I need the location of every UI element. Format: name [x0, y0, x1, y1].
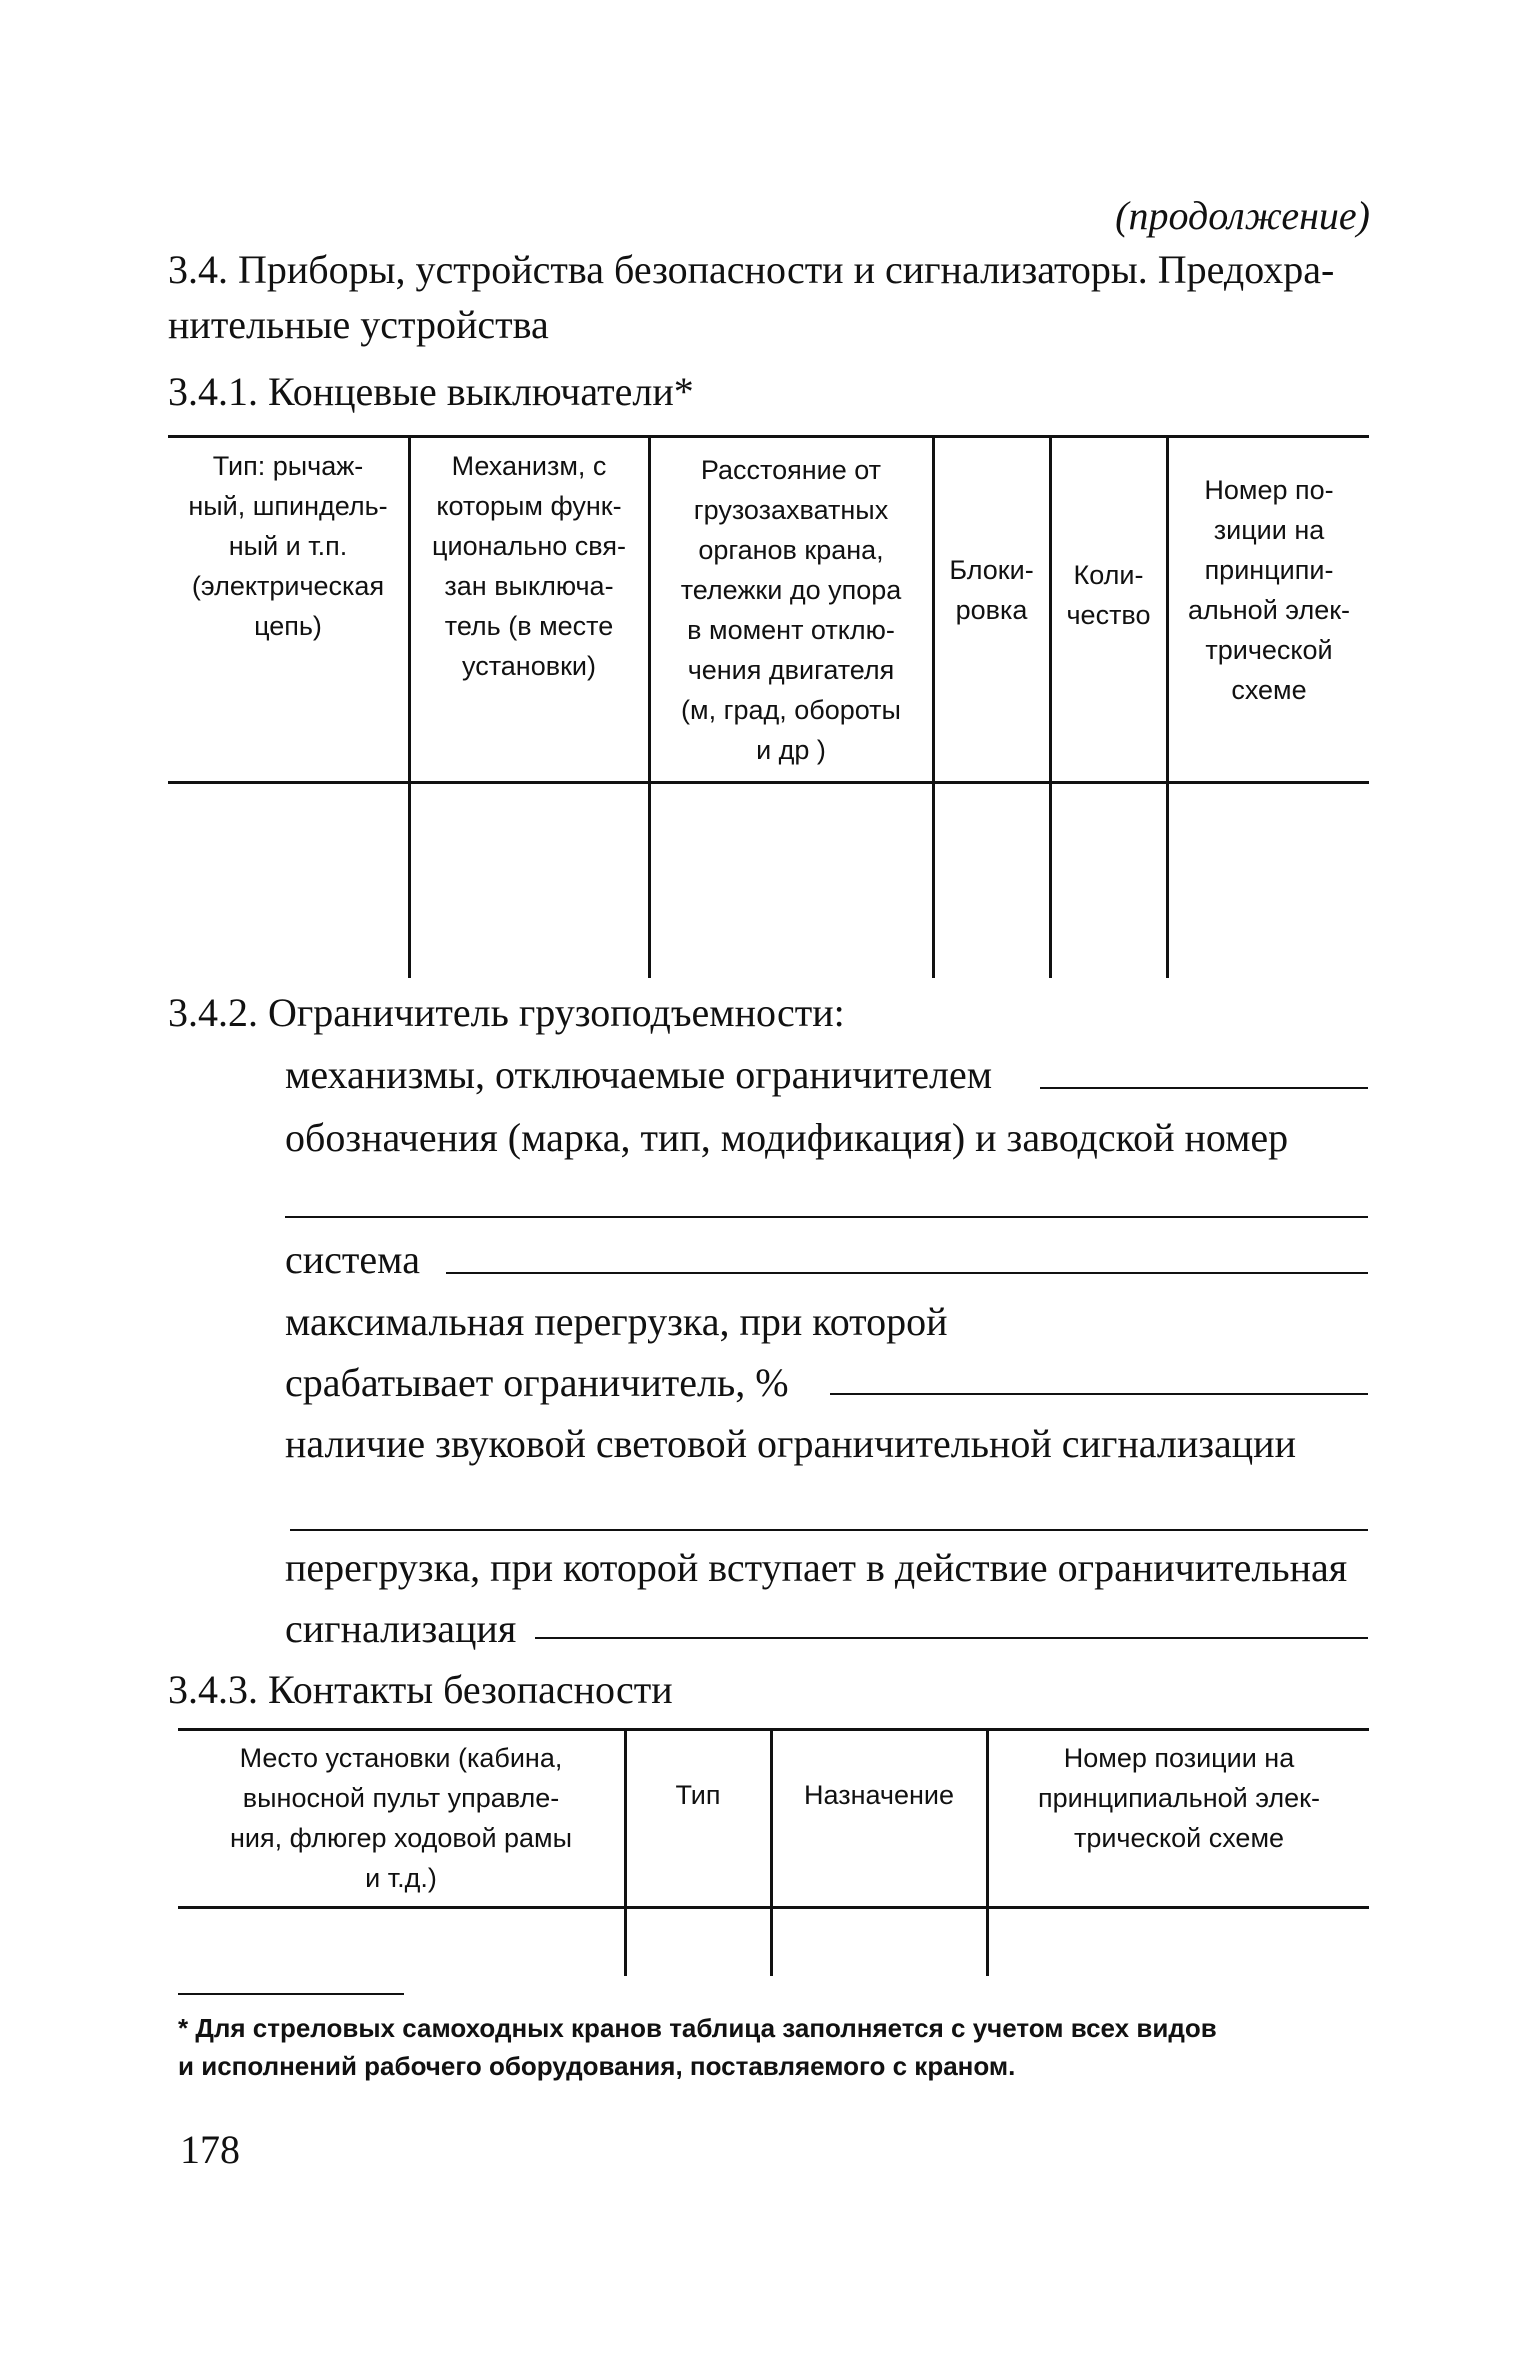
limiter-mechanisms-label: механизмы, отключаемые ограничителем: [285, 1052, 993, 1097]
limiter-system-label: система: [285, 1237, 420, 1282]
limiter-max-overload-label-2: срабатывает ограничитель, %: [285, 1360, 789, 1405]
table2-header-purpose: Назначение: [803, 1780, 955, 1810]
limiter-max-overload-label-1: максимальная перегрузка, при которой: [285, 1299, 948, 1344]
section-3-4-heading-line1: 3.4. Приборы, устройства безопасности и сигнализаторы. Предохра-: [168, 247, 1335, 292]
section-3-4-3-heading: 3.4.3. Контакты безопасности: [168, 1667, 673, 1712]
footnote-rule: [178, 1993, 404, 1995]
table1-col-divider: [932, 435, 935, 978]
footnote-line-1: * Для стреловых самоходных кранов таблица заполняется с учетом всех видов: [178, 2013, 1217, 2043]
limiter-overload-signal-field[interactable]: [535, 1637, 1368, 1639]
table2-header-rule: [178, 1906, 1369, 1909]
limiter-mechanisms-field[interactable]: [1040, 1087, 1368, 1089]
table2-col-divider: [624, 1728, 627, 1976]
table2-header-position-number: Номер позиции на принципиальной элек- трической схеме: [1038, 1743, 1320, 1853]
table1-col-divider: [1049, 435, 1052, 978]
limiter-system-field[interactable]: [446, 1272, 1368, 1274]
limiter-overload-signal-label-1: перегрузка, при которой вступает в действие ограничительная: [285, 1545, 1348, 1590]
section-3-4-2-heading: 3.4.2. Ограничитель грузоподъемности:: [168, 990, 845, 1035]
table1-header-blocking: Блоки- ровка: [949, 555, 1034, 625]
table1-header-type: Тип: рычаж- ный, шпиндель- ный и т.п. (электрическая цепь): [188, 451, 388, 641]
table2-top-rule: [178, 1728, 1369, 1731]
table1-top-rule: [168, 435, 1369, 438]
limiter-signal-presence-field[interactable]: [290, 1529, 1368, 1531]
table2-col-divider: [770, 1728, 773, 1976]
limiter-signal-presence-label: наличие звуковой световой ограничительной сигнализации: [285, 1421, 1296, 1466]
limiter-overload-signal-label-2: сигнализация: [285, 1606, 517, 1651]
table1-header-position-number: Номер по- зиции на принципи- альной элек- трической схеме: [1187, 475, 1351, 705]
limiter-designation-field[interactable]: [285, 1216, 1368, 1218]
section-3-4-1-heading: 3.4.1. Концевые выключатели*: [168, 369, 694, 414]
table2-header-location: Место установки (кабина, выносной пульт управле- ния, флюгер ходовой рамы и т.д.): [229, 1743, 573, 1893]
footnote-line-2: и исполнений рабочего оборудования, поставляемого с краном.: [178, 2051, 1016, 2081]
section-3-4-heading-line2: нительные устройства: [168, 302, 549, 347]
limiter-designation-label: обозначения (марка, тип, модификация) и заводской номер: [285, 1115, 1289, 1160]
table1-header-mechanism: Механизм, с которым функ- ционально свя- зан выключа- тель (в месте установки): [432, 451, 626, 681]
limiter-max-overload-field[interactable]: [830, 1393, 1368, 1395]
continuation-label: (продолжение): [1115, 193, 1370, 238]
table1-header-rule: [168, 781, 1369, 784]
page-number: 178: [180, 2127, 240, 2172]
table1-header-distance: Расстояние от грузозахватных органов крана, тележки до упора в момент отклю- чения двигателя (м, град, обороты и др ): [680, 455, 902, 765]
table2-header-type: Тип: [675, 1780, 721, 1810]
table1-header-quantity: Коли- чество: [1066, 560, 1151, 630]
